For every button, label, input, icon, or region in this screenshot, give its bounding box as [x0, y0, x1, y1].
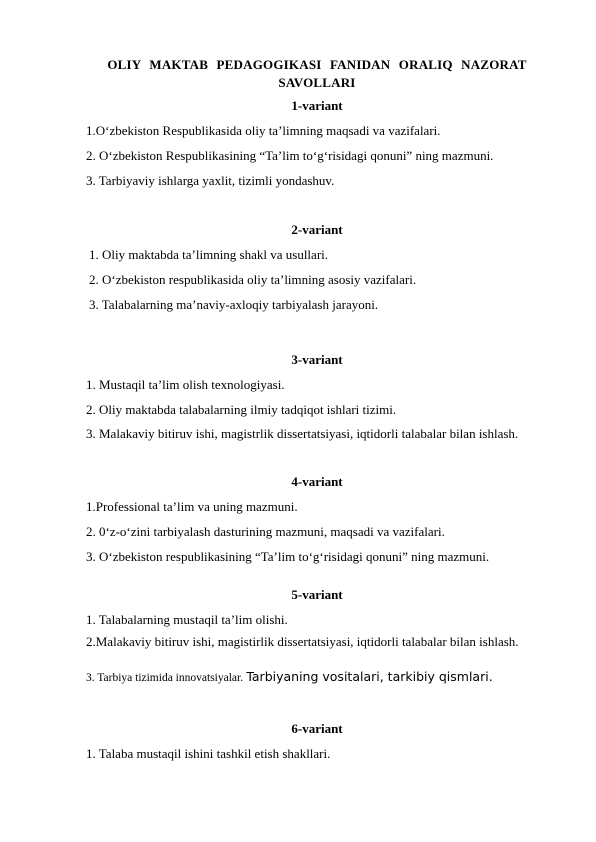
question-item: 3. Tarbiyaviy ishlarga yaxlit, tizimli yondashuv.: [86, 173, 335, 188]
question-item: [86, 669, 493, 686]
question-item-part: 3. Tarbiya tizimida innovatsiyalar.: [86, 672, 244, 684]
variant-heading: 2-variant: [291, 222, 343, 237]
variant-heading: 3-variant: [291, 352, 343, 367]
question-item: 2. Oliy maktabda talabalarning ilmiy tadqiqot ishlari tizimi.: [86, 402, 397, 417]
variant-heading: 5-variant: [291, 587, 343, 602]
question-item: 1. Mustaqil ta’lim olish texnologiyasi.: [86, 377, 285, 392]
question-item: 2. O‘zbekiston Respublikasining “Ta’lim to‘g‘risidagi qonuni” ning mazmuni.: [86, 148, 494, 163]
variant-heading: 1-variant: [291, 98, 343, 113]
question-item: 2.Malakaviy bitiruv ishi, magistirlik dissertatsiyasi, iqtidorli talabalar bilan ishlash.: [86, 634, 519, 649]
question-item: 2. O‘zbekiston respublikasida oliy ta’limning asosiy vazifalari.: [89, 272, 417, 287]
question-item-part: Tarbiyaning vositalari, tarkibiy qismlari.: [246, 669, 493, 684]
question-item: 1. Talabalarning mustaqil ta’lim olishi.: [86, 612, 288, 627]
question-item: 1.O‘zbekiston Respublikasida oliy ta’limning maqsadi va vazifalari.: [86, 123, 441, 138]
page-title: OLIY MAKTAB PEDAGOGIKASI FANIDAN ORALIQ NAZORAT SAVOLLARI: [107, 57, 527, 90]
question-item: 3. O‘zbekiston respublikasining “Ta’lim to‘g‘risidagi qonuni” ning mazmuni.: [86, 549, 490, 564]
question-item: 2. 0‘z-o‘zini tarbiyalash dasturining mazmuni, maqsadi va vazifalari.: [86, 524, 445, 539]
question-item: 3. Malakaviy bitiruv ishi, magistrlik dissertatsiyasi, iqtidorli talabalar bilan ishlash.: [86, 426, 519, 441]
variant-heading: 4-variant: [291, 474, 343, 489]
question-item: 1.Professional ta’lim va uning mazmuni.: [86, 499, 298, 514]
question-item: 3. Talabalarning ma’naviy-axloqiy tarbiyalash jarayoni.: [89, 297, 379, 312]
question-item: 1. Talaba mustaqil ishini tashkil etish shakllari.: [86, 746, 331, 761]
question-item: 1. Oliy maktabda ta’limning shakl va usullari.: [89, 247, 329, 262]
variant-heading: 6-variant: [291, 721, 343, 736]
